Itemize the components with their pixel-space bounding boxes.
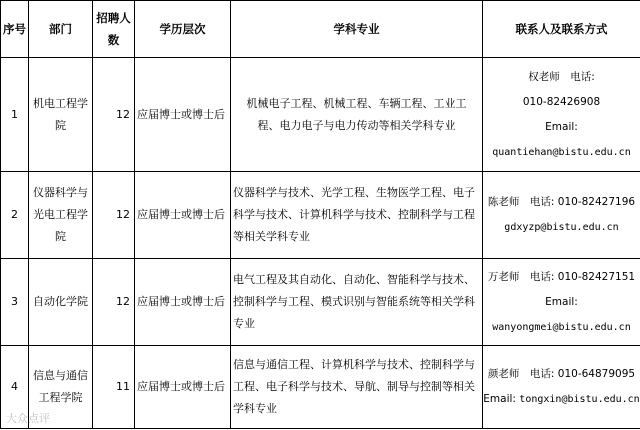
contact-email: quantiehan@bistu.edu.cn <box>492 146 631 158</box>
contact-name-phone: 陈老师 电话: 010-82427196 <box>487 196 636 208</box>
row-subject: 电气工程及其自动化、自动化、智能科学与技术、控制科学与工程、模式识别与智能系统等相关学科专业 <box>231 259 483 346</box>
row-contact <box>483 259 640 346</box>
row-dept: 仪器科学与光电工程学院 <box>29 172 93 259</box>
table-row <box>1 346 640 429</box>
row-level: 应届博士或博士后 <box>135 346 231 429</box>
table-row <box>1 58 640 172</box>
contact-name-phone: 权老师 电话: <box>528 70 595 83</box>
table-row <box>1 259 640 346</box>
row-contact <box>483 58 640 172</box>
row-dept: 机电工程学院 <box>29 58 93 172</box>
contact-email-label: Email: <box>545 295 578 308</box>
row-dept: 自动化学院 <box>29 259 93 346</box>
row-contact <box>483 172 640 259</box>
row-dept: 信息与通信工程学院 <box>29 346 93 429</box>
row-count: 12 <box>93 259 135 346</box>
contact-email: wanyongmei@bistu.edu.cn <box>492 321 631 333</box>
contact-name-phone: 万老师 电话: 010-82427151 <box>487 270 636 283</box>
header-dept: 部门 <box>29 1 93 58</box>
row-contact <box>483 346 640 429</box>
header-count: 招聘人数 <box>93 1 135 58</box>
header-subject: 学科专业 <box>231 1 483 58</box>
row-count: 12 <box>93 58 135 172</box>
contact-email-label: Email: <box>545 120 578 133</box>
contact-email-label: Email: <box>483 393 516 405</box>
row-num: 4 <box>1 346 29 429</box>
header-level: 学历层次 <box>135 1 231 58</box>
header-num: 序号 <box>1 1 29 58</box>
row-level: 应届博士或博士后 <box>135 172 231 259</box>
contact-email: gdxyzp@bistu.edu.cn <box>504 222 619 233</box>
row-subject: 机械电子工程、机械工程、车辆工程、工业工程、电力电子与电力传动等相关学科专业 <box>231 58 483 172</box>
contact-email: tongxin@bistu.edu.cn <box>519 394 640 405</box>
header-row <box>1 1 640 58</box>
contact-email-line <box>483 387 640 412</box>
contact-name-phone: 颜老师 电话: 010-64879095 <box>487 368 636 380</box>
row-num: 2 <box>1 172 29 259</box>
header-contact: 联系人及联系方式 <box>483 1 640 58</box>
row-level: 应届博士或博士后 <box>135 58 231 172</box>
row-subject: 信息与通信工程、计算机科学与技术、控制科学与工程、电子科学与技术、导航、制导与控制等相关学科专业 <box>231 346 483 429</box>
row-level: 应届博士或博士后 <box>135 259 231 346</box>
table-row <box>1 172 640 259</box>
row-count: 11 <box>93 346 135 429</box>
contact-phone: 010-82426908 <box>522 95 601 108</box>
row-num: 1 <box>1 58 29 172</box>
row-num: 3 <box>1 259 29 346</box>
watermark-logo: 大众点评 <box>6 412 50 425</box>
row-count: 12 <box>93 172 135 259</box>
row-subject: 仪器科学与技术、光学工程、生物医学工程、电子科学与技术、计算机科学与技术、控制科学与工程等相关学科专业 <box>231 172 483 259</box>
